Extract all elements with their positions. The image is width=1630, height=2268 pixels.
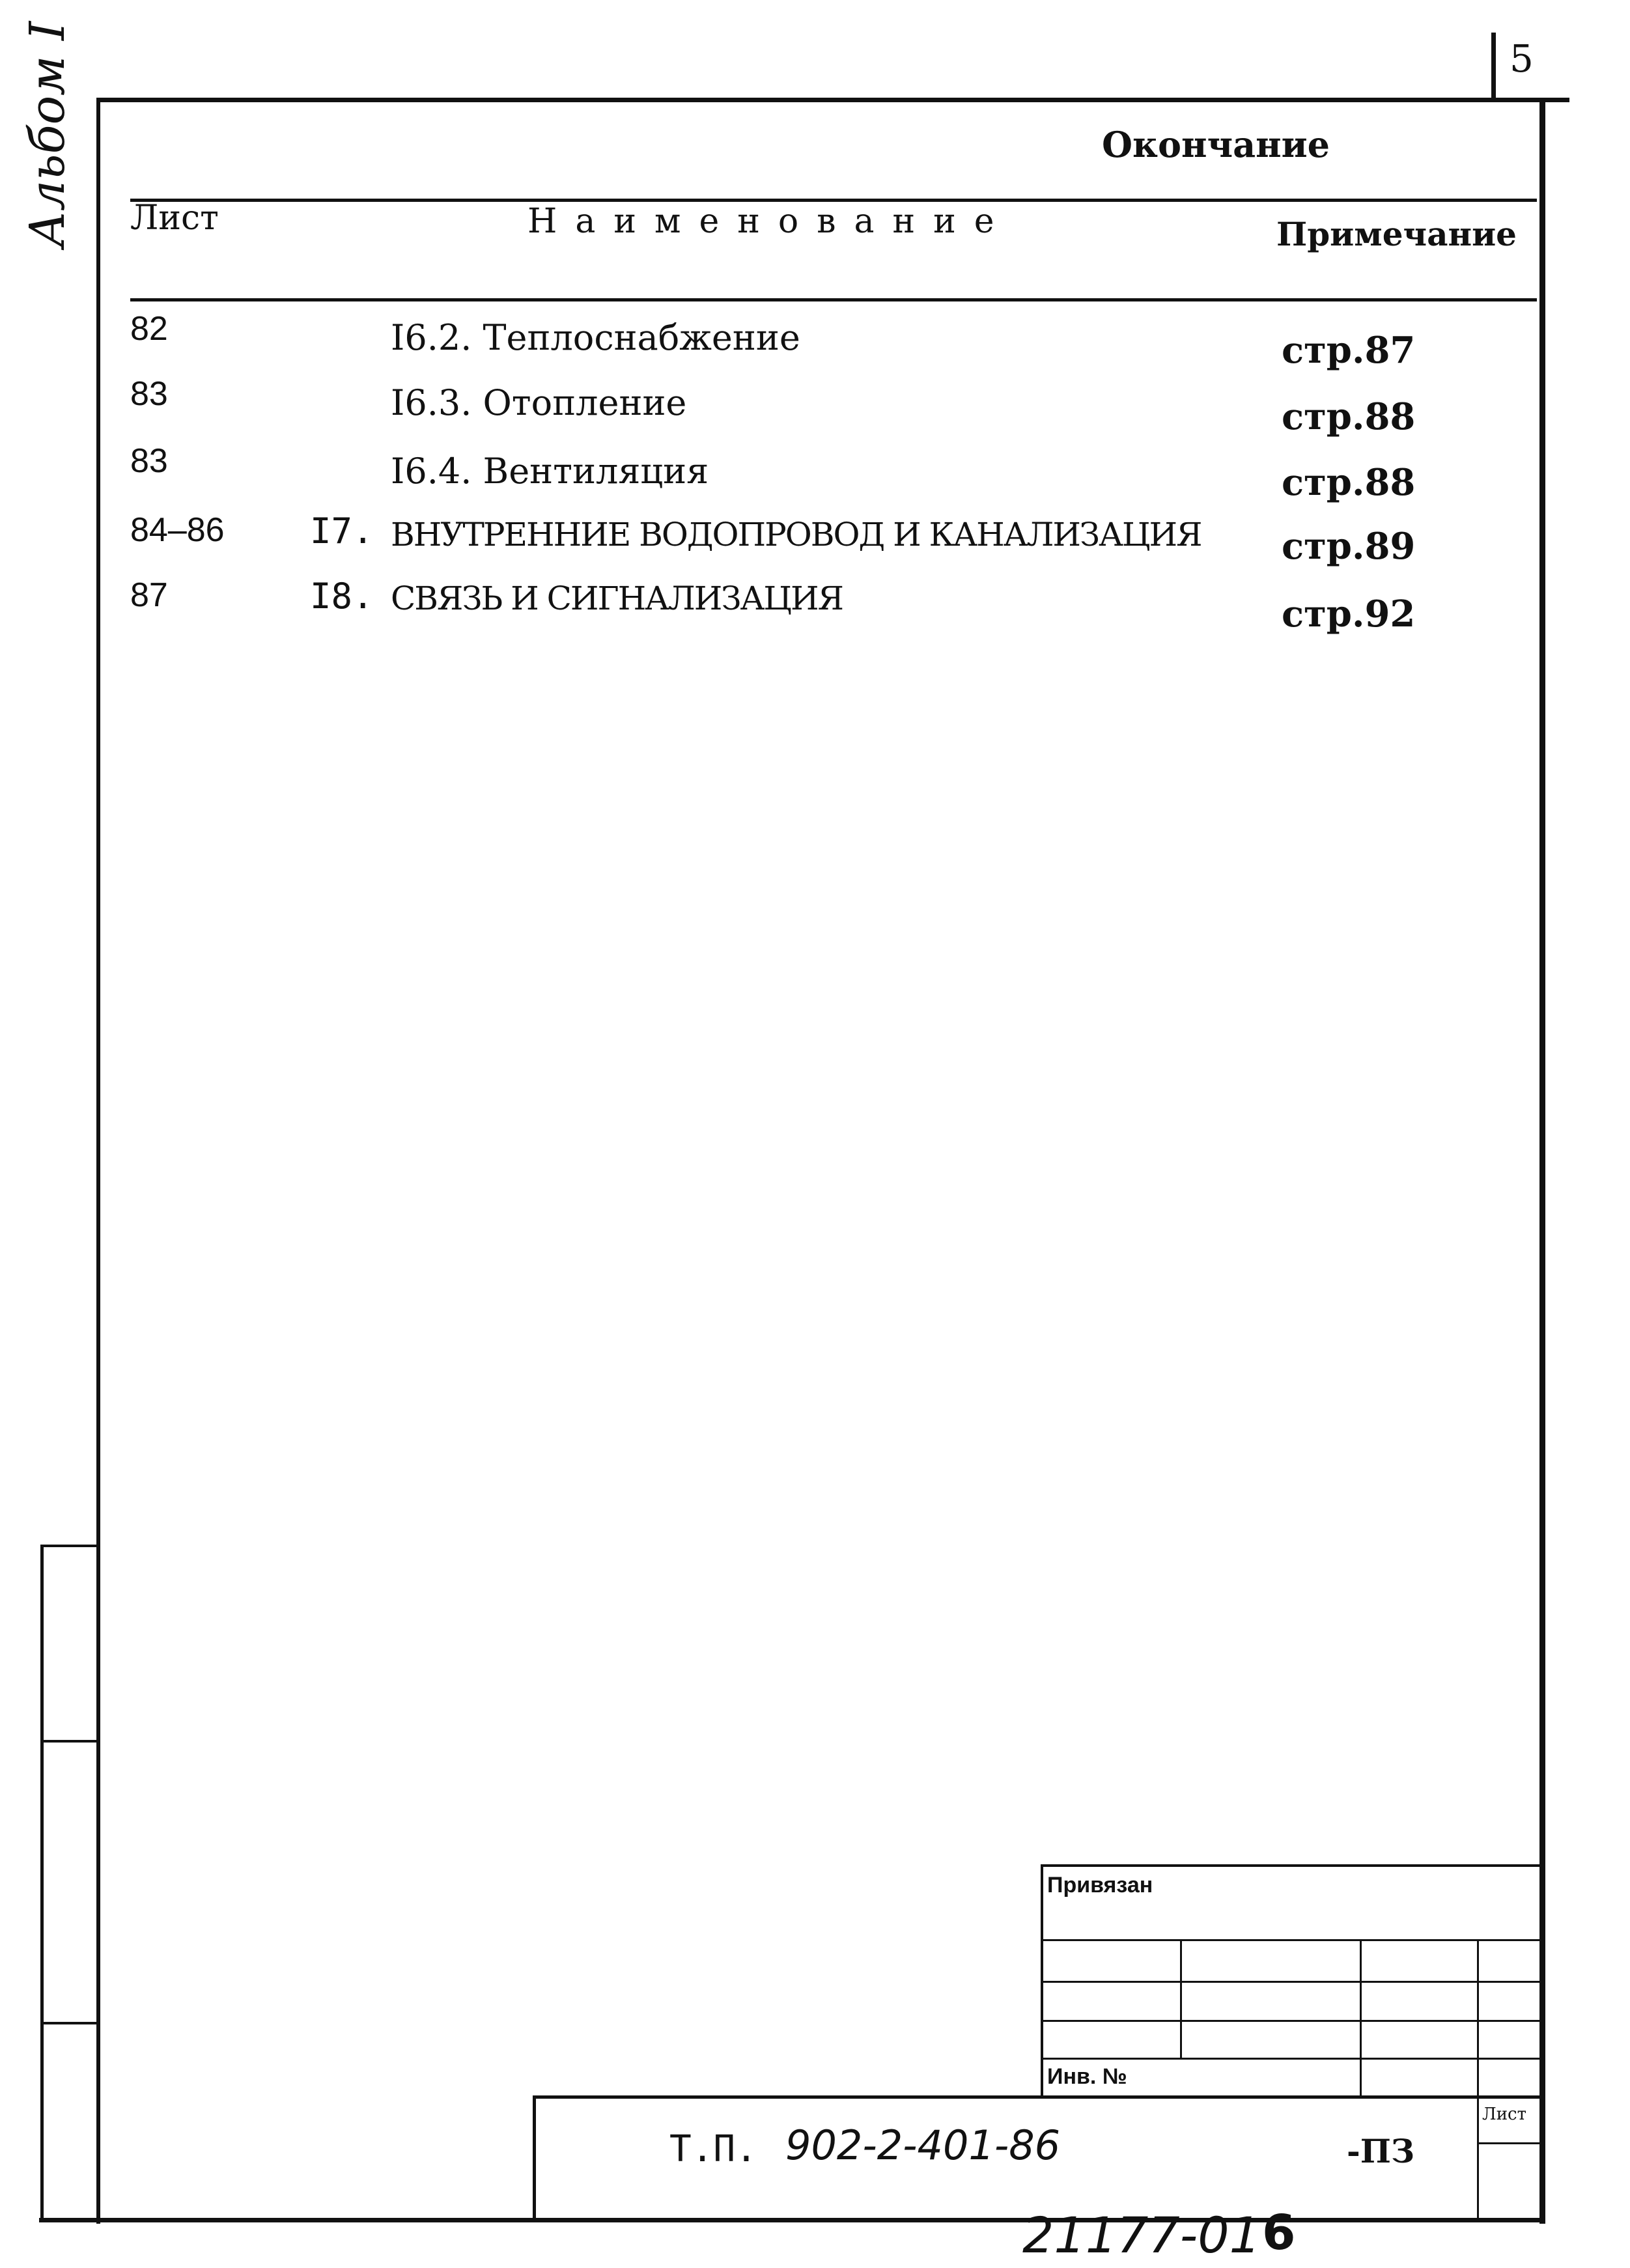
section-code: -ПЗ <box>1347 2132 1415 2170</box>
header-name: Наименование <box>527 202 1013 241</box>
row-number: I8. <box>310 576 374 617</box>
binding-box-line <box>40 1545 99 1547</box>
row-note: стр.88 <box>1282 395 1416 438</box>
row-sheet: 87 <box>130 576 168 614</box>
table-row <box>0 511 1563 576</box>
stamp-row-line <box>1042 1981 1545 1983</box>
row-sheet: 82 <box>130 310 168 348</box>
stamp-sheet-label: Лист <box>1482 2105 1526 2124</box>
row-sheet: 83 <box>130 375 168 413</box>
stamp-inventory-label: Инв. № <box>1047 2064 1127 2089</box>
header-sheet: Лист <box>130 199 219 238</box>
table-row <box>0 309 1563 374</box>
frame-top <box>98 98 1569 102</box>
page-number-divider <box>1491 33 1496 98</box>
binding-box-line <box>40 1740 99 1743</box>
row-text: I6.3. Отопление <box>391 382 687 423</box>
binding-box-line <box>40 2022 99 2024</box>
stamp-row-line <box>1042 2058 1545 2060</box>
row-text: СВЯЗЬ И СИГНАЛИЗАЦИЯ <box>391 580 843 617</box>
stamp-top <box>1042 1864 1545 1867</box>
row-sheet: 84–86 <box>130 511 225 549</box>
project-prefix: Т.П. <box>669 2128 757 2170</box>
stamp-tied-label: Привязан <box>1047 1873 1153 1897</box>
continuation-heading: Окончание <box>1102 124 1330 165</box>
header-note: Примечание <box>1276 215 1517 253</box>
row-text: I6.4. Вентиляция <box>391 451 709 492</box>
table-row <box>0 441 1563 507</box>
row-sheet: 83 <box>130 442 168 480</box>
project-number: 902-2-401-86 <box>785 2121 1061 2169</box>
table-row <box>0 576 1563 641</box>
row-number: I7. <box>310 511 374 552</box>
page-number: 5 <box>1510 36 1534 81</box>
album-label: Альбом I <box>20 21 76 247</box>
stamp-lower-left <box>533 2095 536 2220</box>
stamp-col-line <box>1477 1939 1479 2220</box>
row-note: стр.89 <box>1282 525 1416 568</box>
archive-page: 6 <box>1262 2205 1296 2261</box>
row-note: стр.92 <box>1282 593 1416 636</box>
frame-bottom <box>39 2218 1545 2222</box>
stamp-row-line <box>1042 1939 1545 1941</box>
stamp-sheet-cell-line <box>1477 2142 1545 2144</box>
stamp-row-line <box>1042 2020 1545 2022</box>
stamp-col-line <box>1180 1939 1182 2060</box>
header-rule-bottom <box>130 298 1537 301</box>
binding-box-left <box>40 1547 44 2220</box>
row-note: стр.88 <box>1282 461 1416 504</box>
row-note: стр.87 <box>1282 329 1416 372</box>
stamp-lower-top <box>533 2095 1545 2099</box>
archive-code: 21177-01 <box>1022 2206 1261 2264</box>
row-text: I6.2. Теплоснабжение <box>391 317 800 358</box>
row-text: ВНУТРЕННИЕ ВОДОПРОВОД И КАНАЛИЗАЦИЯ <box>391 516 1201 553</box>
table-row <box>0 374 1563 440</box>
stamp-col-line <box>1360 1939 1362 2099</box>
